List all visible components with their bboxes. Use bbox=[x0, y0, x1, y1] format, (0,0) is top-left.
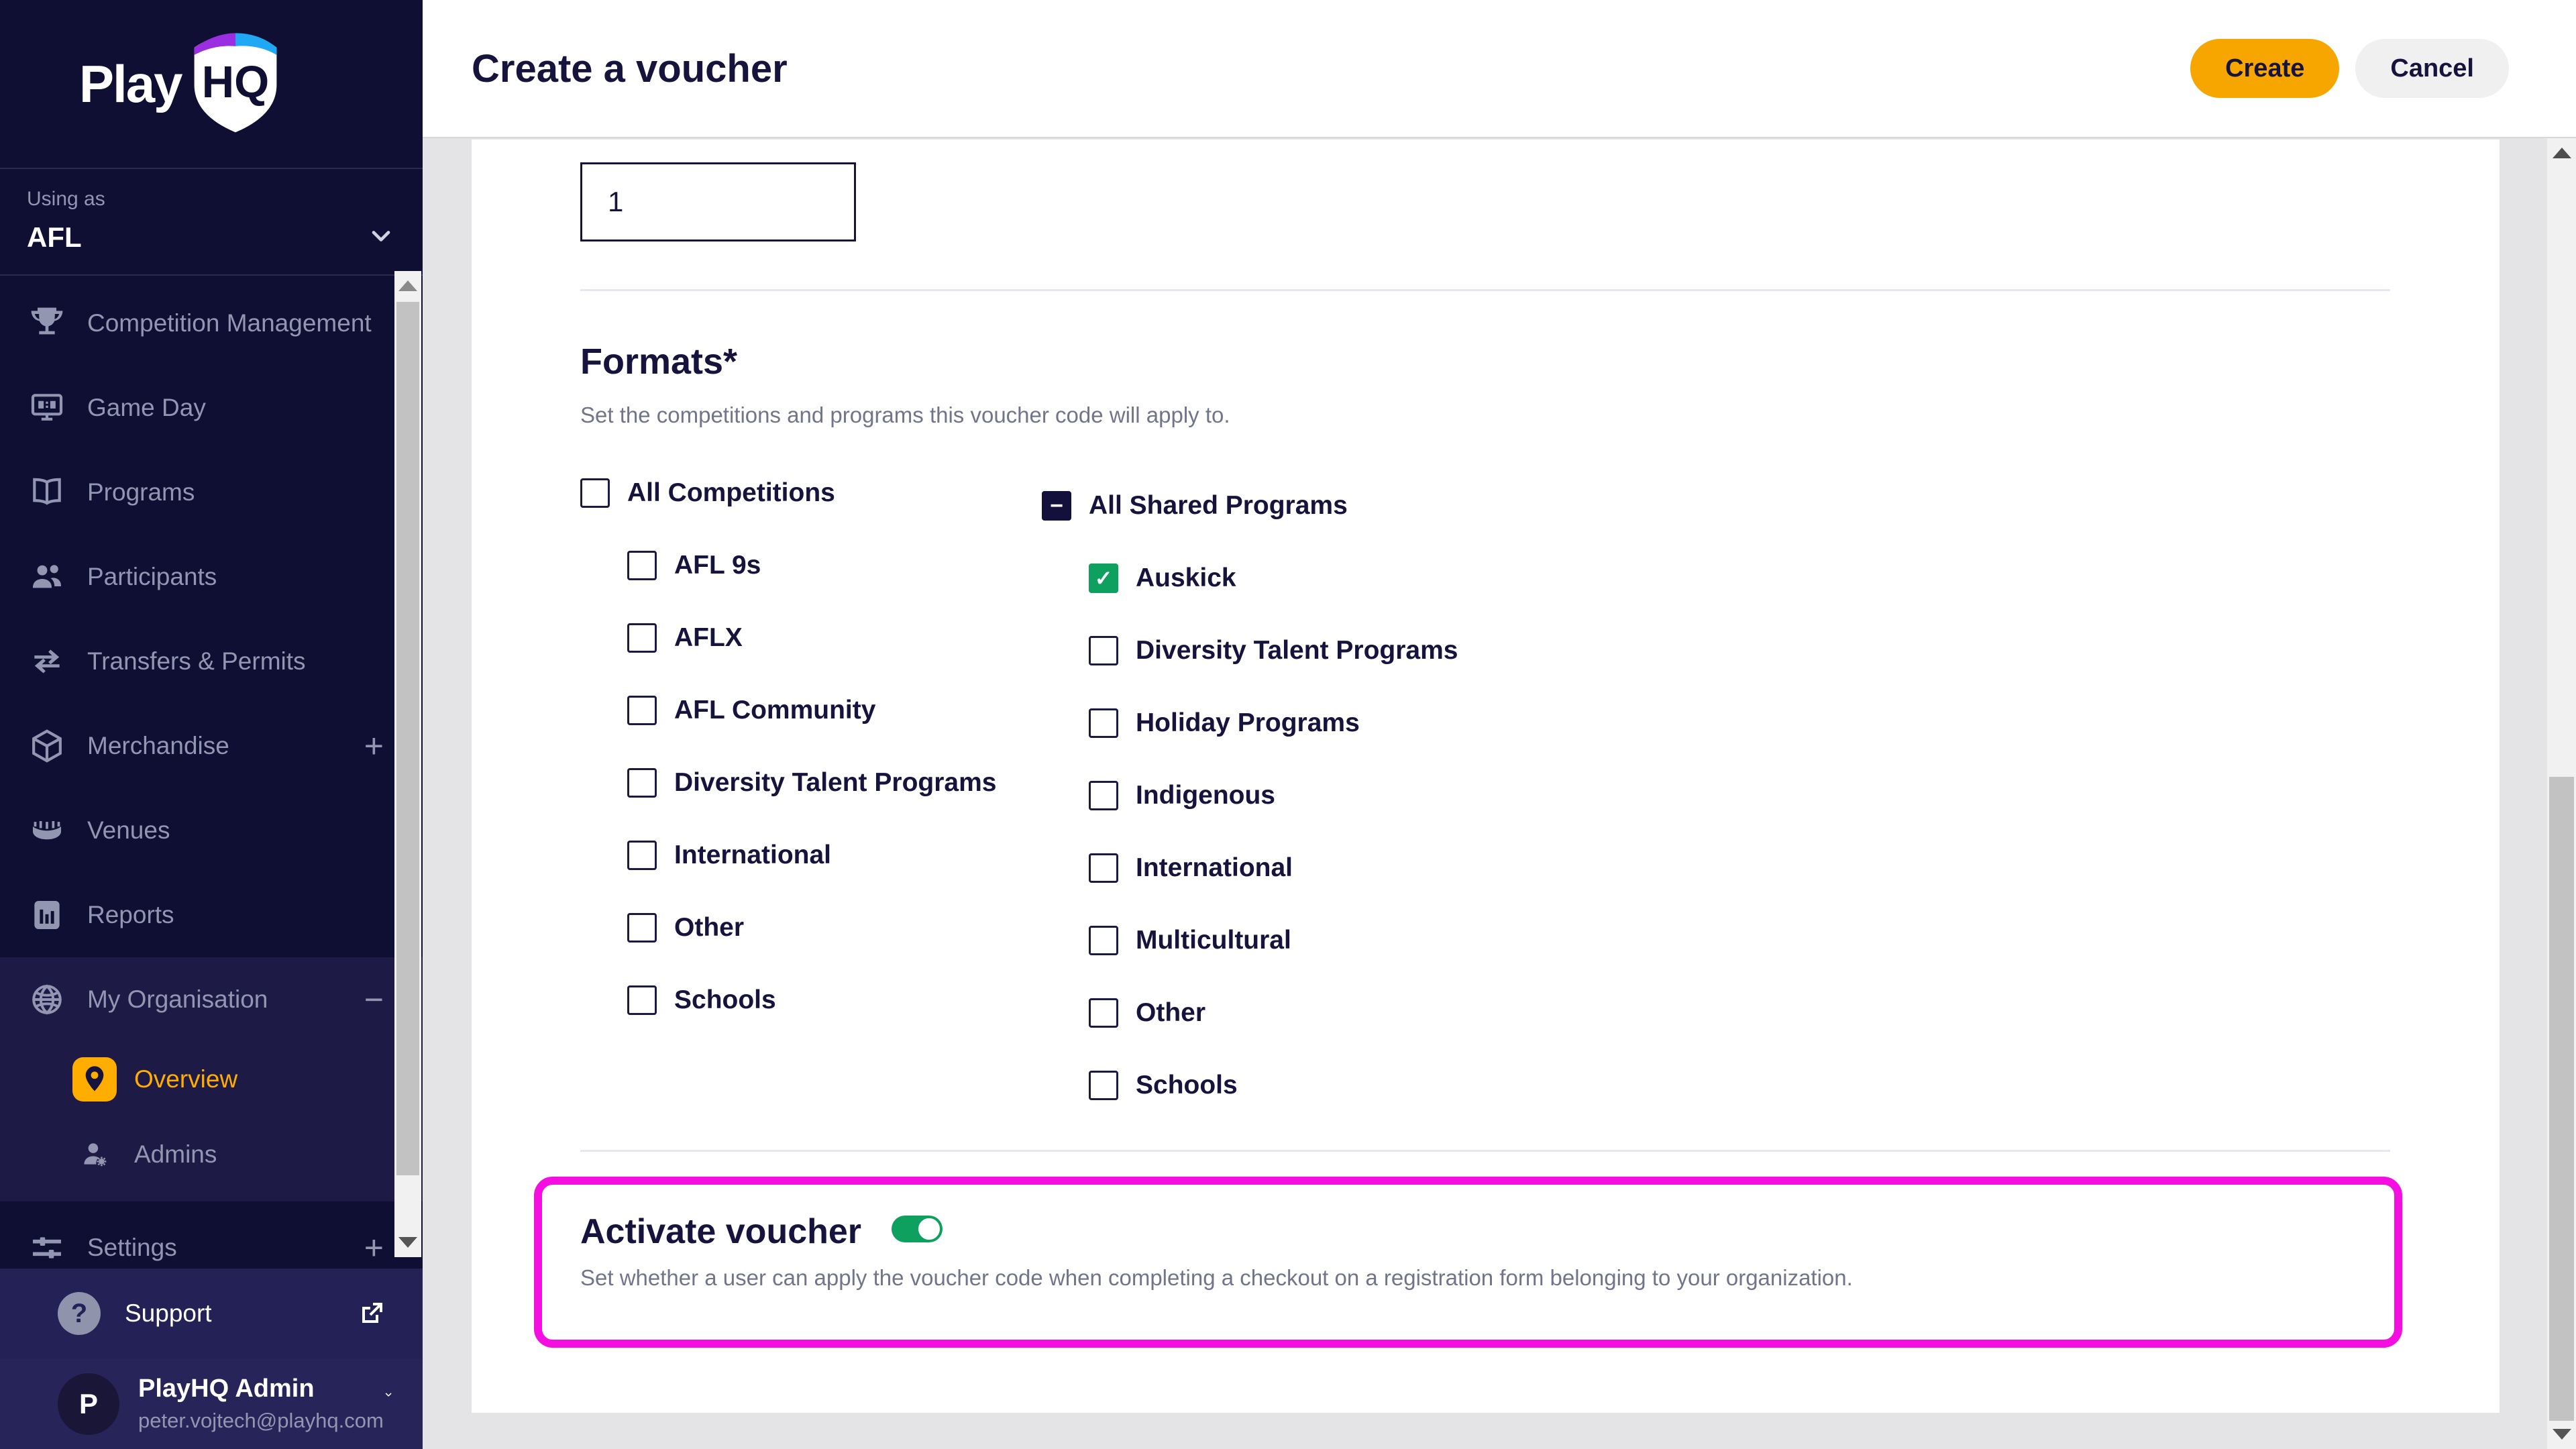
sidebar-item-label: Reports bbox=[87, 901, 174, 928]
toggle-knob bbox=[917, 1217, 941, 1241]
scroll-up-arrow[interactable] bbox=[394, 271, 421, 301]
box-icon bbox=[28, 727, 66, 765]
sidebar-subitem-label: Overview bbox=[134, 1065, 238, 1093]
sidebar-item-label: My Organisation bbox=[87, 985, 268, 1013]
checkbox-label: Other bbox=[1136, 998, 1206, 1027]
expand-toggle[interactable]: + bbox=[364, 1229, 384, 1267]
sidebar-subitem[interactable] bbox=[0, 1117, 423, 1192]
competitions-column bbox=[580, 457, 996, 1036]
formats-subtitle: Set the competitions and programs this voucher code will apply to. bbox=[580, 402, 1230, 427]
people-icon bbox=[28, 558, 66, 596]
support-label: Support bbox=[125, 1299, 212, 1327]
settings-sliders-icon bbox=[28, 1229, 66, 1267]
scroll-down-arrow[interactable] bbox=[394, 1228, 421, 1257]
sidebar-item-support[interactable] bbox=[0, 1269, 423, 1358]
format-checkbox[interactable] bbox=[627, 841, 657, 870]
chevron-down-icon bbox=[384, 1390, 393, 1418]
program-format-row[interactable] bbox=[1042, 832, 1458, 904]
sidebar bbox=[0, 0, 423, 1449]
voucher-form-card bbox=[472, 140, 2500, 1413]
checkbox-label: AFLX bbox=[674, 623, 743, 652]
pin-icon bbox=[72, 1057, 117, 1102]
trophy-icon bbox=[28, 305, 66, 342]
sidebar-item[interactable] bbox=[0, 450, 423, 535]
logo-play-text: Play bbox=[79, 54, 182, 113]
format-checkbox[interactable] bbox=[627, 696, 657, 725]
reports-icon bbox=[28, 896, 66, 934]
checkbox-label: Multicultural bbox=[1136, 926, 1291, 955]
page-header bbox=[423, 0, 2576, 138]
scroll-down-arrow[interactable] bbox=[2547, 1419, 2576, 1449]
sidebar-item-label: Transfers & Permits bbox=[87, 647, 306, 675]
globe-icon bbox=[28, 981, 66, 1018]
competition-format-row[interactable] bbox=[580, 892, 996, 964]
sidebar-item[interactable] bbox=[0, 873, 423, 957]
chevron-down-icon bbox=[366, 221, 396, 251]
scrollbar-thumb[interactable] bbox=[396, 302, 419, 1175]
sidebar-subitem[interactable] bbox=[0, 1042, 423, 1117]
checkbox-label: Other bbox=[674, 913, 745, 942]
checkbox-label: Diversity Talent Programs bbox=[1136, 636, 1458, 665]
sidebar-item-label: Participants bbox=[87, 563, 217, 590]
user-name: PlayHQ Admin bbox=[138, 1375, 315, 1403]
checkbox-label: Holiday Programs bbox=[1136, 708, 1360, 737]
format-checkbox[interactable] bbox=[1089, 636, 1118, 665]
logo-shield-icon bbox=[185, 28, 286, 135]
format-checkbox[interactable] bbox=[1089, 853, 1118, 883]
checkbox-label: Schools bbox=[1136, 1071, 1238, 1099]
checkbox-label: Auskick bbox=[1136, 564, 1236, 592]
book-icon bbox=[28, 474, 66, 511]
page-title: Create a voucher bbox=[472, 46, 788, 91]
logo-row bbox=[0, 0, 423, 169]
format-checkbox[interactable] bbox=[1089, 781, 1118, 810]
activate-voucher-heading: Activate voucher bbox=[580, 1212, 862, 1251]
using-as-label: Using as bbox=[27, 188, 105, 210]
all-competitions-row[interactable] bbox=[580, 457, 996, 529]
activate-voucher-toggle[interactable] bbox=[892, 1216, 943, 1242]
org-switcher[interactable] bbox=[0, 169, 423, 276]
my-organisation-section bbox=[0, 957, 423, 1201]
sidebar-item-label: Competition Management bbox=[87, 309, 372, 337]
checkbox-label: International bbox=[674, 841, 832, 869]
checkbox-label: AFL Community bbox=[674, 696, 876, 724]
program-format-row[interactable] bbox=[1042, 904, 1458, 977]
format-checkbox[interactable] bbox=[627, 985, 657, 1015]
logo-hq-text: HQ bbox=[202, 57, 270, 108]
sidebar-item[interactable] bbox=[0, 788, 423, 873]
all-shared-programs-checkbox[interactable] bbox=[1042, 491, 1071, 521]
help-icon: ? bbox=[58, 1292, 101, 1335]
admin-icon bbox=[72, 1132, 117, 1177]
program-format-row[interactable] bbox=[1042, 542, 1458, 614]
competition-format-row[interactable] bbox=[580, 819, 996, 892]
format-checkbox[interactable] bbox=[1089, 708, 1118, 738]
checkbox-label: Diversity Talent Programs bbox=[674, 768, 997, 797]
sidebar-item[interactable] bbox=[0, 704, 423, 788]
sidebar-item[interactable] bbox=[0, 535, 423, 619]
all-shared-programs-row[interactable] bbox=[1042, 470, 1458, 542]
playhq-logo[interactable] bbox=[79, 33, 286, 135]
cancel-button[interactable]: Cancel bbox=[2355, 39, 2509, 98]
activate-voucher-description: Set whether a user can apply the voucher code when completing a checkout on a registration form belonging to your organization. bbox=[580, 1265, 1853, 1290]
program-format-row[interactable] bbox=[1042, 614, 1458, 687]
program-format-row[interactable] bbox=[1042, 687, 1458, 759]
sidebar-item[interactable] bbox=[0, 366, 423, 450]
checkbox-label: Schools bbox=[674, 985, 776, 1014]
stadium-icon bbox=[28, 812, 66, 849]
sidebar-nav bbox=[0, 276, 423, 957]
program-format-row[interactable] bbox=[1042, 1049, 1458, 1122]
sidebar-item-label: Game Day bbox=[87, 394, 206, 421]
scrollbar-thumb[interactable] bbox=[2549, 777, 2574, 1421]
sidebar-item-label: Venues bbox=[87, 816, 170, 844]
user-menu[interactable] bbox=[0, 1358, 423, 1449]
program-format-row[interactable] bbox=[1042, 977, 1458, 1049]
checkbox-label: AFL 9s bbox=[674, 551, 761, 580]
competition-format-row[interactable] bbox=[580, 747, 996, 819]
programs-column bbox=[1042, 470, 1458, 1122]
format-checkbox[interactable] bbox=[1089, 998, 1118, 1028]
formats-heading: Formats* bbox=[580, 341, 738, 382]
sidebar-scrollbar[interactable] bbox=[394, 271, 421, 1257]
format-checkbox[interactable] bbox=[1089, 564, 1118, 593]
format-checkbox[interactable] bbox=[627, 768, 657, 798]
avatar: P bbox=[58, 1373, 119, 1435]
current-org: AFL bbox=[27, 221, 82, 253]
sidebar-subitem-label: Admins bbox=[134, 1140, 217, 1168]
checkbox-label: International bbox=[1136, 853, 1293, 882]
user-email: peter.vojtech@playhq.com bbox=[138, 1409, 384, 1432]
format-checkbox[interactable] bbox=[1089, 1071, 1118, 1100]
scoreboard-icon bbox=[28, 389, 66, 427]
collapse-toggle[interactable]: − bbox=[364, 981, 384, 1018]
competition-format-row[interactable] bbox=[580, 964, 996, 1036]
expand-toggle[interactable]: + bbox=[364, 727, 384, 765]
sidebar-item[interactable] bbox=[0, 281, 423, 366]
activate-voucher-highlight bbox=[534, 1177, 2402, 1348]
format-checkbox[interactable] bbox=[627, 913, 657, 943]
my-organisation-subnav bbox=[0, 1042, 423, 1192]
sidebar-item-label: Settings bbox=[87, 1234, 177, 1261]
format-checkbox[interactable] bbox=[1089, 926, 1118, 955]
competition-format-row[interactable] bbox=[580, 674, 996, 747]
competition-format-row[interactable] bbox=[580, 529, 996, 602]
checkbox-label: All Competitions bbox=[627, 478, 835, 507]
sidebar-item-label: Programs bbox=[87, 478, 195, 506]
program-format-row[interactable] bbox=[1042, 759, 1458, 832]
sidebar-item-my-organisation[interactable] bbox=[0, 957, 423, 1042]
format-checkbox[interactable] bbox=[627, 551, 657, 580]
checkbox-label: All Shared Programs bbox=[1089, 491, 1348, 520]
quantity-input[interactable] bbox=[580, 162, 856, 241]
competition-format-row[interactable] bbox=[580, 602, 996, 674]
all-competitions-checkbox[interactable] bbox=[580, 478, 610, 508]
external-link-icon bbox=[356, 1297, 388, 1330]
section-divider bbox=[580, 289, 2390, 291]
section-divider bbox=[580, 1150, 2390, 1152]
format-checkbox[interactable] bbox=[627, 623, 657, 653]
transfers-icon bbox=[28, 643, 66, 680]
sidebar-item[interactable] bbox=[0, 619, 423, 704]
create-button[interactable]: Create bbox=[2190, 39, 2339, 98]
scroll-up-arrow[interactable] bbox=[2547, 138, 2576, 168]
sidebar-item-label: Merchandise bbox=[87, 732, 229, 759]
content-scrollbar[interactable] bbox=[2547, 138, 2576, 1449]
checkbox-label: Indigenous bbox=[1136, 781, 1275, 810]
